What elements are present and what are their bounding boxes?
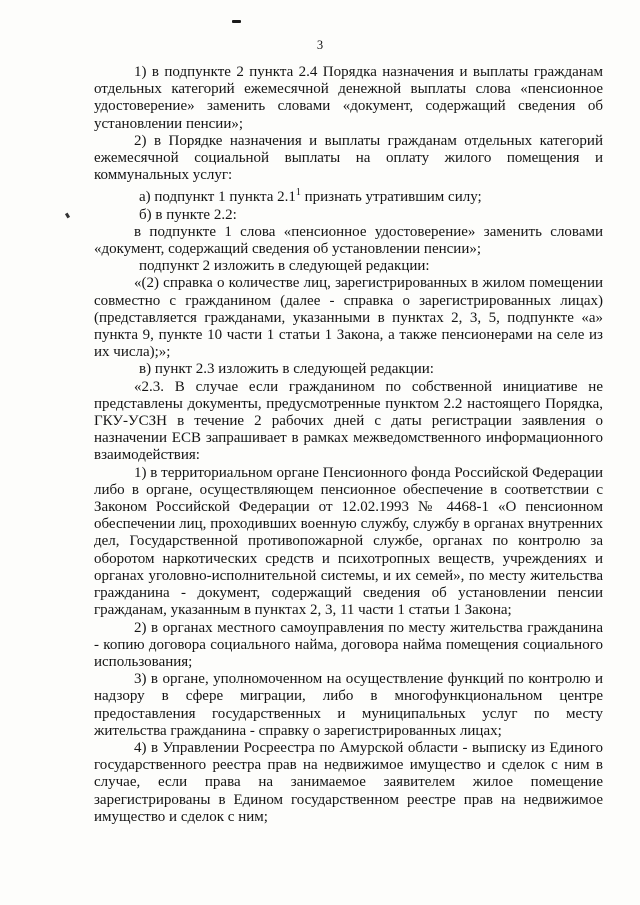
subitem-b-clause-2: подпункт 2 изложить в следующей редакции: <box>139 258 430 275</box>
subitem-a-tail: признать утратившим силу; <box>300 189 482 206</box>
scan-speck <box>65 213 70 219</box>
request-item-4: 4) в Управлении Росреестра по Амурской области - выписку из Единого государственного реестра прав на недвижимое имущество и сделок с ним в случае, если права на занимаемое заявителем жилое помещение зарегистрированы в Едином государственном реестре прав на недвижимое имущество и сделок с ним; <box>94 739 603 825</box>
request-item-3: 3) в органе, уполномоченном на осуществление функций по контролю и надзору в сфере миграции, либо в многофункциональном центре предоставления государственных и муниципальных услуг по месту жительства гражданина - справку о зарегистрированных лицах; <box>94 671 603 739</box>
superscript-1: 1 <box>295 187 301 199</box>
request-item-2: 2) в органах местного самоуправления по месту жительства гражданина - копию договора социального найма, договора найма помещения социального использования; <box>94 619 603 670</box>
page-number: 3 <box>316 38 324 52</box>
paragraph-item-1: 1) в подпункте 2 пункта 2.4 Порядка назначения и выплаты гражданам отдельных категорий ежемесячной денежной выплаты слова «пенсионное удостоверение» заменить словами «документ, содержащий сведения об установлении пенсии»; <box>94 64 603 132</box>
paragraph-item-2: 2) в Порядке назначения и выплаты гражданам отдельных категорий ежемесячной социальной выплаты на оплату жилого помещения и коммунальных услуг: <box>94 132 603 184</box>
quoted-point-2-3: «2.3. В случае если гражданином по собственной инициативе не представлены документы, предусмотренные пунктом 2.2 настоящего Порядка, ГКУ-УСЗН в течение 2 рабочих дней с даты регистрации заявления о назначении ЕСВ запрашивает в рамках межведомственного информационного взаимодействия: <box>94 378 603 464</box>
document-body <box>94 64 603 826</box>
subitem-c: в) пункт 2.3 изложить в следующей редакции: <box>139 361 434 378</box>
scan-speck <box>232 20 241 23</box>
quoted-subpoint-2: «(2) справка о количестве лиц, зарегистрированных в жилом помещении совместно с гражданином (далее - справка о зарегистрированных лицах) (представляется гражданами, указанными в пунктах 2, 3, 5, подпункте «а» пункта 9, пункте 10 части 1 статьи 1 Закона, а также пенсионерами на селе из их числа);»; <box>94 275 603 361</box>
subitem-b: б) в пункте 2.2: <box>139 206 237 223</box>
subitem-a <box>94 184 603 206</box>
subitem-b-clause-1: в подпункте 1 слова «пенсионное удостоверение» заменить словами «документ, содержащий сведения об установлении пенсии»; <box>94 223 603 258</box>
request-item-1: 1) в территориальном органе Пенсионного фонда Российской Федерации либо в органе, осуществляющем пенсионное обеспечение в соответствии с Законом Российской Федерации от 12.02.1993 № 4468-1 «О пенсионном обеспечении лиц, проходивших военную службу, службу в органах внутренних дел, Государственной противопожарной службе, органах по контролю за оборотом наркотических средств и психотропных веществ, учреждениях и органах уголовно-исполнительной системы, и их семей», по месту жительства гражданина - документ, содержащий сведения об установлении пенсии гражданам, указанным в пунктах 2, 3, 11 части 1 статьи 1 Закона; <box>94 464 603 619</box>
subitem-a-text: а) подпункт 1 пункта 2.1 <box>139 189 296 206</box>
